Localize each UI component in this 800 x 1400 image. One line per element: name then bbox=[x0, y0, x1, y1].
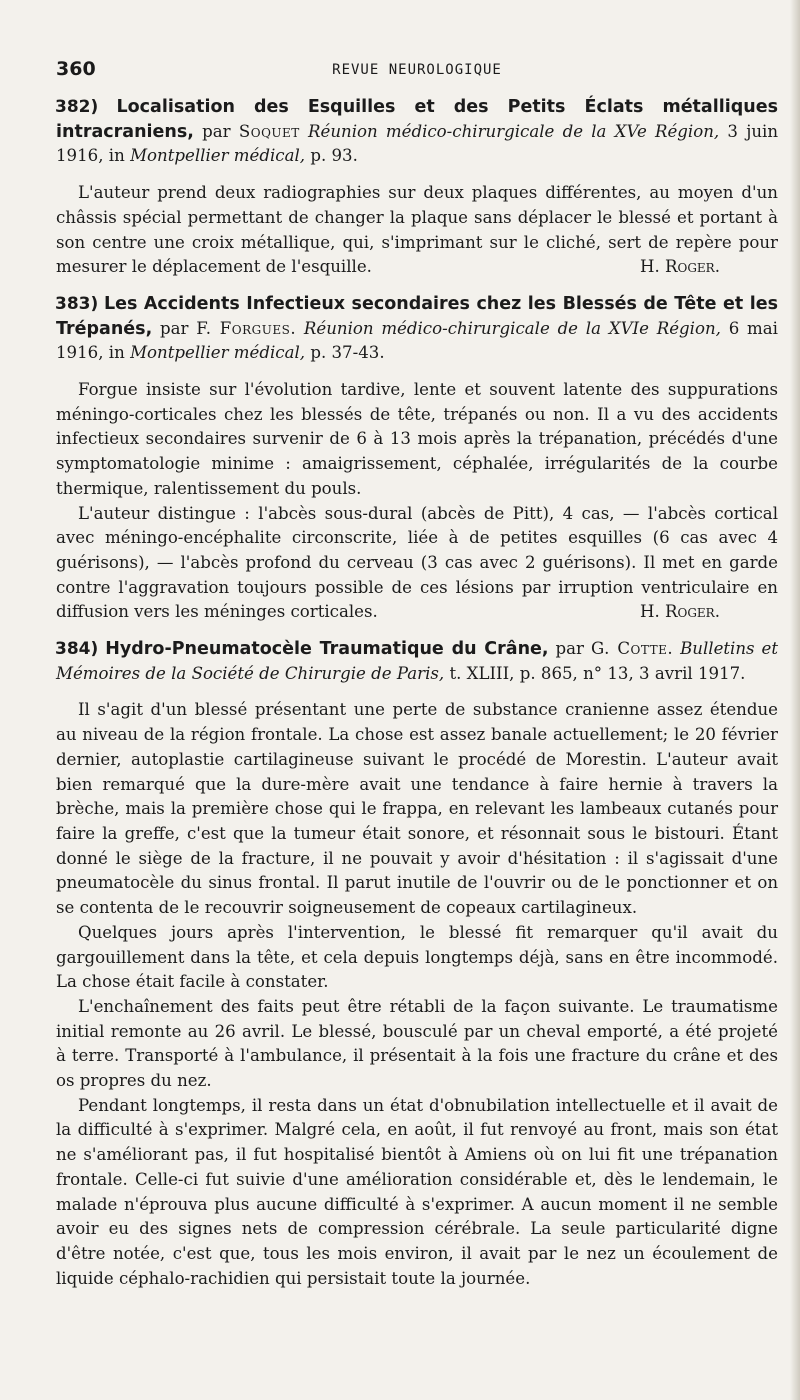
entry-source: Réunion médico-chirurgicale de la XVIe Région, bbox=[303, 318, 721, 338]
entry-author: G. Cotte. bbox=[590, 639, 674, 659]
entry-source: Réunion médico-chirurgicale de la XVe Région, bbox=[308, 121, 720, 141]
page-header bbox=[56, 58, 778, 88]
entry-384-paragraph: Il s'agit d'un blessé présentant une perte de substance cranienne assez étendue au niveau de la région frontale. La chose est assez banale actuellement; le 20 février dernier, autoplastie cartilagineuse suivant le procédé de Morestin. L'auteur avait bien remarqué que la dure-mère avait une tendance à faire hernie à travers la brèche, mais la première chose qui le frappa, en relevant les lambeaux cutanés pour faire la greffe, c'est que la tumeur était sonore, et résonnait sous le bistouri. Étant donné le siège de la fracture, il ne pouvait y avoir d'hésitation : il s'agissait d'une pneumatocèle du sinus frontal. Il parut inutile de l'ouvrir ou de le ponctionner et on se contenta de le recouvrir soigneusement de copeaux cartilagineux. bbox=[56, 700, 778, 918]
entry-title: Localisation des Esquilles et des Petits Éclats métalliques intracraniens, bbox=[56, 97, 778, 142]
entry-382-paragraph: L'auteur prend deux radiographies sur deux plaques différentes, au moyen d'un châssis spécial permettant de changer la plaque sans déplacer le blessé et portant à son centre une croix métallique, qui, s'imprimant sur le cliché, sert de repère pour mesurer le déplacement de l'esquille. H. Roger. bbox=[56, 181, 778, 280]
entry-author: F. Forgues. bbox=[196, 318, 297, 338]
entry-signature: H. Roger. bbox=[639, 602, 720, 622]
entry-384-paragraph: Pendant longtemps, il resta dans un état d'obnubilation intellectuelle et il avait de la difficulté à s'exprimer. Malgré cela, en août, il fut renvoyé au front, mais son état ne s'améliorant pas, il fut hospitalisé bientôt à Amiens où on lui fit une trépanation frontale. Celle-ci fut suivie d'une amélioration considérable et, dès le lendemain, le malade n'éprouva plus aucune difficulté à s'exprimer. A aucun moment il ne semble avoir eu des signes nets de compression cérébrale. La seule particularité digne d'être notée, c'est que, tous les mois environ, il avait par le nez un écoulement de liquide céphalo-rachidien qui persistait toute la journée. bbox=[56, 1095, 778, 1288]
entry-author: Soquet bbox=[238, 121, 300, 141]
entry-383-heading: 383) Les Accidents Infectieux secondaires chez les Blessés de Tête et les Trépanés, par F. Forgues. Réunion médico-chirurgicale de la XVIe Région, 6 mai 1916, in Montpellier médical, p. 37-43. bbox=[55, 293, 778, 363]
entry-383-paragraph: L'auteur distingue : l'abcès sous-dural (abcès de Pitt), 4 cas, — l'abcès cortical avec méningo-encéphalite circonscrite, liée à de petites esquilles (6 cas avec 4 guérisons), — l'abcès profond du cerveau (3 cas avec 2 guérisons). Il met en garde contre l'aggravation toujours possible de ces lésions par irruption ventriculaire en diffusion vers les méninges corticales. H. Roger. bbox=[56, 502, 778, 626]
entry-384-heading: 384) Hydro-Pneumatocèle Traumatique du Crâne, par G. Cotte. Bulletins et Mémoires de la Société de Chirurgie de Paris, t. XLIII, p. 865, n° 13, 3 avril 1917. bbox=[55, 639, 779, 683]
page-content bbox=[56, 95, 778, 1291]
entry-382-heading: 382) Localisation des Esquilles et des Petits Éclats métalliques intracraniens, par Soquet Réunion médico-chirurgicale de la XVe Région, 3 juin 1916, in Montpellier médical, p. 93. bbox=[55, 97, 779, 166]
entry-signature: H. Roger. bbox=[639, 257, 720, 277]
page-number: 360 bbox=[56, 58, 96, 80]
page-edge-shadow bbox=[790, 0, 800, 1400]
entry-383-paragraph: Forgue insiste sur l'évolution tardive, lente et souvent latente des suppurations méningo-corticales chez les blessés de tête, trépanés ou non. Il a vu des accidents infectieux secondaires survenir de 6 à 13 mois après la trépanation, précédés d'une symptomatologie minime : amaigrissement, céphalée, irrégularités de la courbe thermique, ralentissement du pouls. bbox=[56, 380, 778, 498]
entry-source: Bulletins et Mémoires de la Société de Chirurgie de Paris, bbox=[56, 639, 779, 683]
entry-384-paragraph: L'enchaînement des faits peut être rétabli de la façon suivante. Le traumatisme initial remonte au 26 avril. Le blessé, bousculé par un cheval emporté, a été projeté à terre. Transporté à l'ambulance, il présentait à la fois une fracture du crâne et des os propres du nez. bbox=[56, 996, 778, 1091]
entry-title: Les Accidents Infectieux secondaires chez les Blessés de Tête et les Trépanés, bbox=[56, 293, 778, 339]
running-title: REVUE NEUROLOGIQUE bbox=[332, 62, 502, 78]
entry-384-paragraph: Quelques jours après l'intervention, le blessé fit remarquer qu'il avait du gargouillement dans la tête, et cela depuis longtemps déjà, sans en être incommodé. La chose était facile à constater. bbox=[56, 922, 778, 992]
entry-title: Hydro-Pneumatocèle Traumatique du Crâne, bbox=[105, 639, 549, 660]
